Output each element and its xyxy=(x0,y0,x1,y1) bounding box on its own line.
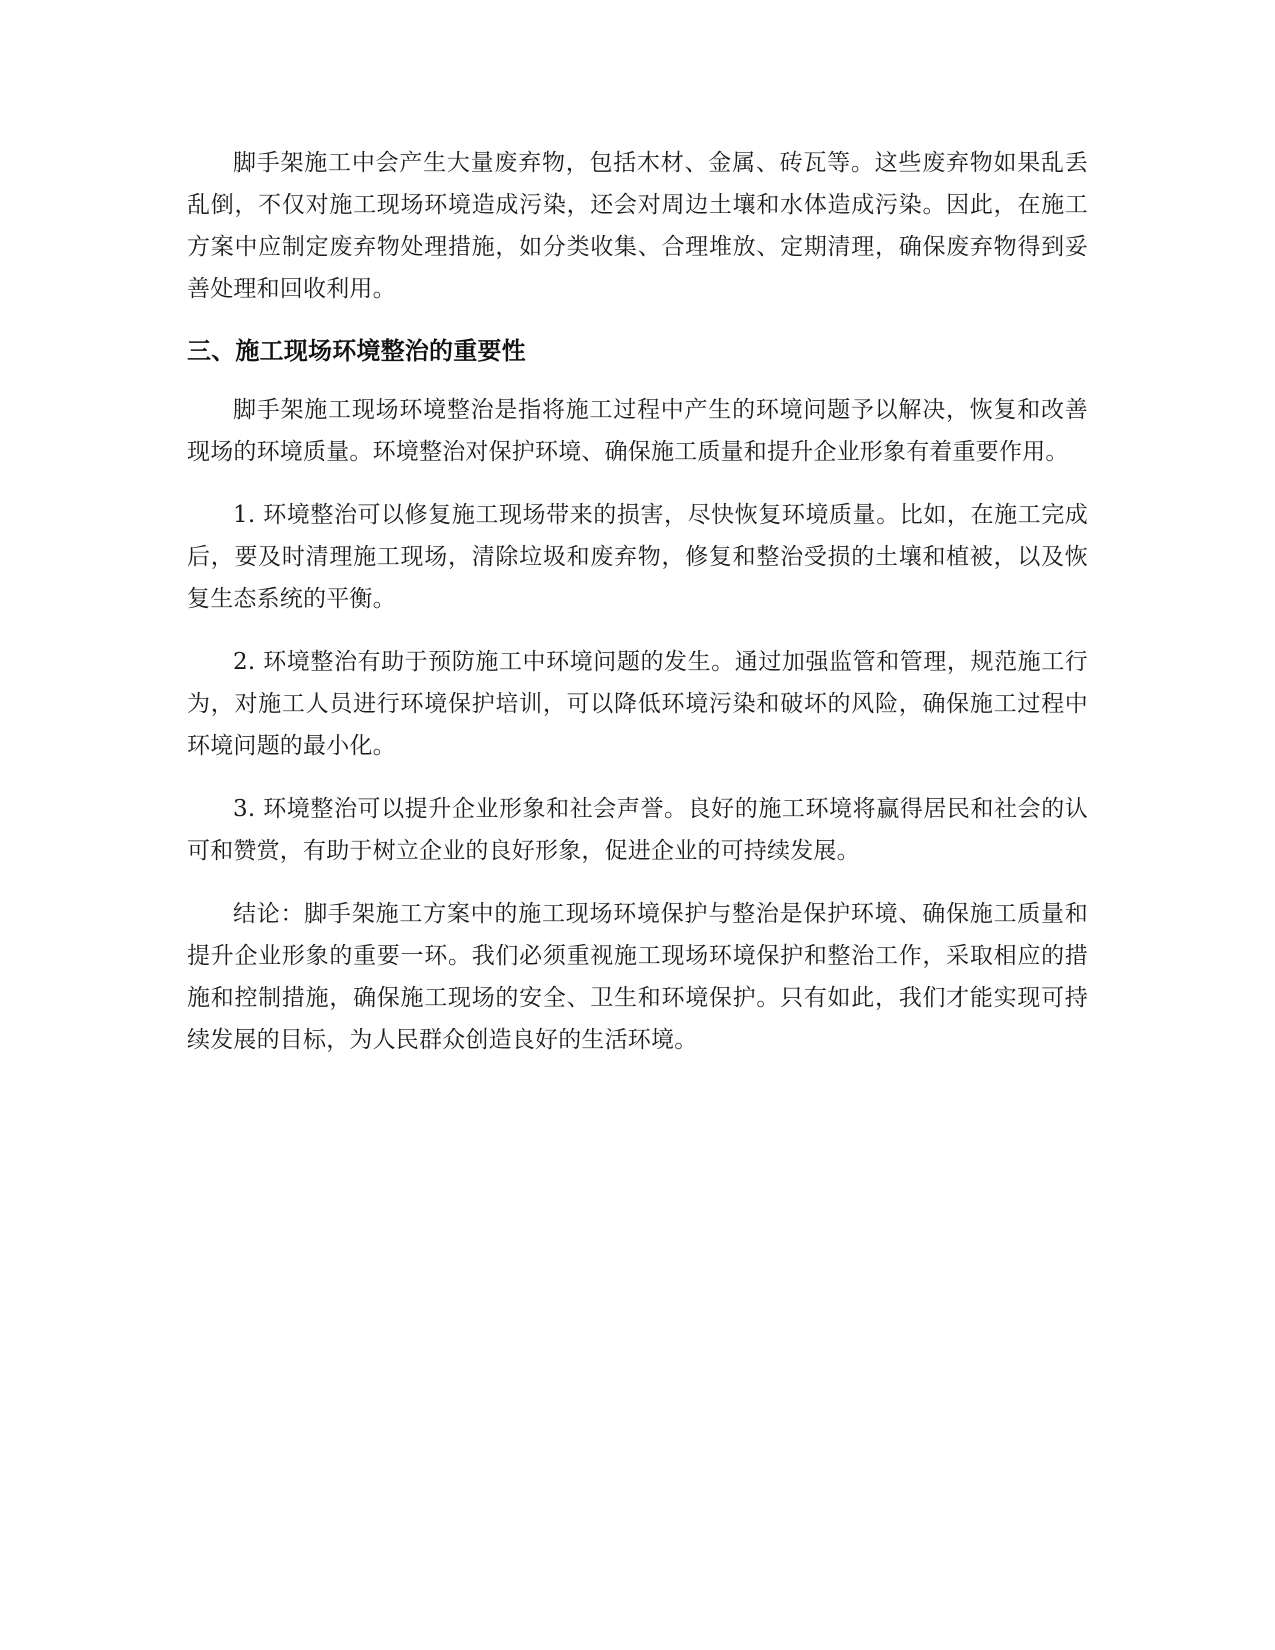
document-body xyxy=(187,142,1088,1082)
paragraph-conclusion: 结论：脚手架施工方案中的施工现场环境保护与整治是保护环境、确保施工质量和提升企业形象的重要一环。我们必须重视施工现场环境保护和整治工作，采取相应的措施和控制措施，确保施工现场的安全、卫生和环境保护。只有如此，我们才能实现可持续发展的目标，为人民群众创造良好的生活环境。 xyxy=(187,901,1088,1053)
list-item-point-1: 1. 环境整治可以修复施工现场带来的损害，尽快恢复环境质量。比如，在施工完成后，要及时清理施工现场，清除垃圾和废弃物，修复和整治受损的土壤和植被，以及恢复生态系统的平衡。 xyxy=(187,502,1088,612)
paragraph-section-intro: 脚手架施工现场环境整治是指将施工过程中产生的环境问题予以解决，恢复和改善现场的环境质量。环境整治对保护环境、确保施工质量和提升企业形象有着重要作用。 xyxy=(187,397,1088,465)
list-item-point-3: 3. 环境整治可以提升企业形象和社会声誉。良好的施工环境将赢得居民和社会的认可和赞赏，有助于树立企业的良好形象，促进企业的可持续发展。 xyxy=(187,796,1088,864)
list-item-point-2: 2. 环境整治有助于预防施工中环境问题的发生。通过加强监管和管理，规范施工行为，对施工人员进行环境保护培训，可以降低环境污染和破坏的风险，确保施工过程中环境问题的最小化。 xyxy=(187,649,1088,759)
paragraph-waste-disposal: 脚手架施工中会产生大量废弃物，包括木材、金属、砖瓦等。这些废弃物如果乱丢乱倒，不仅对施工现场环境造成污染，还会对周边土壤和水体造成污染。因此，在施工方案中应制定废弃物处理措施，如分类收集、合理堆放、定期清理，确保废弃物得到妥善处理和回收利用。 xyxy=(187,150,1088,302)
section-heading: 三、施工现场环境整治的重要性 xyxy=(187,337,526,365)
